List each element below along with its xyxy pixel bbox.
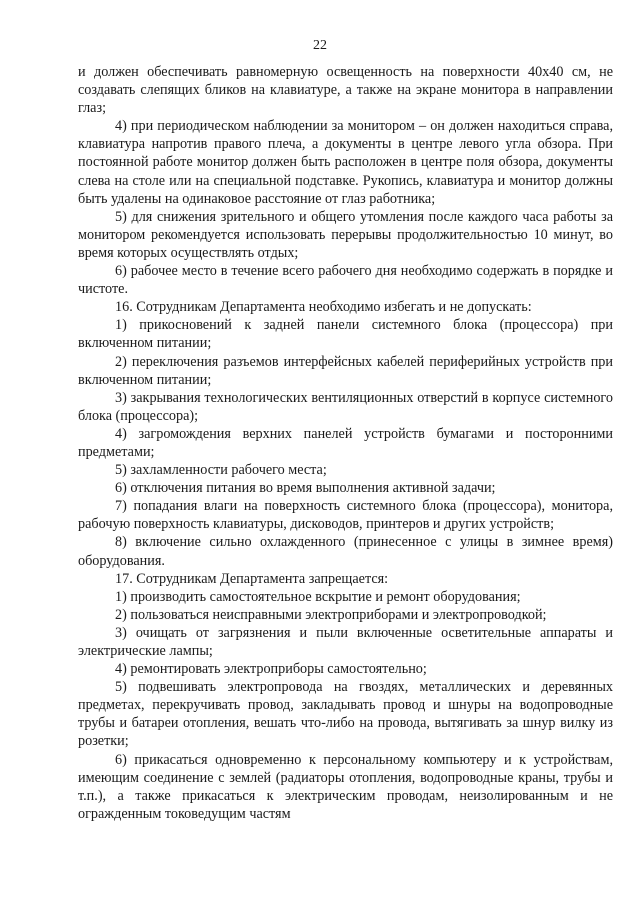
paragraph: 8) включение сильно охлажденного (принесенное с улицы в зимнее время) оборудования. <box>78 534 613 569</box>
paragraph: 1) производить самостоятельное вскрытие и ремонт оборудования; <box>115 588 521 605</box>
paragraph: 16. Сотрудникам Департамента необходимо избегать и не допускать: <box>115 299 532 316</box>
paragraph: 4) при периодическом наблюдении за монитором – он должен находиться справа, клавиатура напротив правого плеча, а документы в центре левого угла обзора. При постоянной работе монитор должен быть расположен в центре поля обзора, документы слева на столе или на специальной подставке. Рукопись, клавиатура и монитор должны быть удалены на одинаковое расстояние от глаз работника; <box>78 118 613 207</box>
paragraph: 2) пользоваться неисправными электроприборами и электропроводкой; <box>115 606 547 623</box>
paragraph: 1) прикосновений к задней панели системного блока (процессора) при включенном питании; <box>78 317 613 352</box>
paragraph: 5) захламленности рабочего места; <box>115 462 327 479</box>
paragraph: и должен обеспечивать равномерную освещенность на поверхности 40x40 см, не создавать слепящих бликов на клавиатуре, а также на экране монитора в направлении глаз; <box>78 64 613 117</box>
paragraph: 6) рабочее место в течение всего рабочего дня необходимо содержать в порядке и чистоте. <box>78 263 613 298</box>
page-number: 22 <box>313 38 327 53</box>
paragraph: 7) попадания влаги на поверхность системного блока (процессора), монитора, рабочую поверхность клавиатуры, дисководов, принтеров и других устройств; <box>78 498 613 533</box>
paragraph: 5) подвешивать электропровода на гвоздях, металлических и деревянных предметах, перекручивать провод, закладывать провод и шнуры на водопроводные трубы и батареи отопления, вешать что-либо на провода, вытягивать за шнур вилку из розетки; <box>78 679 613 750</box>
paragraph: 4) загромождения верхних панелей устройств бумагами и посторонними предметами; <box>78 425 613 460</box>
document-body <box>78 63 613 823</box>
paragraph: 4) ремонтировать электроприборы самостоятельно; <box>115 661 427 678</box>
paragraph: 3) очищать от загрязнения и пыли включенные осветительные аппараты и электрические лампы; <box>78 624 613 659</box>
paragraph: 5) для снижения зрительного и общего утомления после каждого часа работы за монитором рекомендуется использовать перерывы продолжительностью 10 минут, во время которых осуществлять отдых; <box>78 208 613 261</box>
paragraph: 6) прикасаться одновременно к персональному компьютеру и к устройствам, имеющим соединение с землей (радиаторы отопления, водопроводные краны, трубы и т.п.), а также прикасаться к электрическим проводам, неизолированным и не огражденным токоведущим частям <box>78 751 613 822</box>
paragraph: 2) переключения разъемов интерфейсных кабелей периферийных устройств при включенном питании; <box>78 353 613 388</box>
paragraph: 6) отключения питания во время выполнения активной задачи; <box>115 480 496 497</box>
paragraph: 17. Сотрудникам Департамента запрещается: <box>115 570 389 587</box>
paragraph: 3) закрывания технологических вентиляционных отверстий в корпусе системного блока (процессора); <box>78 389 613 424</box>
